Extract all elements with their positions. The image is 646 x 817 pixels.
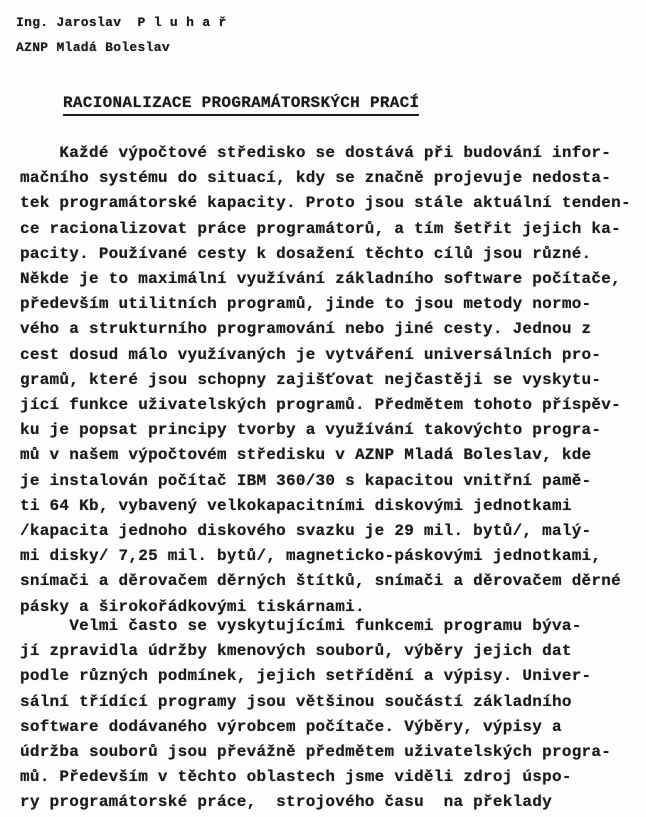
text-line: gramů, které jsou schopny zajišťovat nejčastěji se vyskytu- [20,370,602,389]
text-line: jící funkce uživatelských programů. Předmětem tohoto příspěv- [20,396,621,415]
text-line: sální třídící programy jsou většinou součástí základního [20,692,572,711]
text-line: ti 64 Kb, vybavený velkokapacitními diskovými jednotkami [20,496,572,515]
text-line: především utilitních programů, jinde to jsou metody normo- [20,295,592,314]
text-line: ku je popsat principy tvorby a využívání takovýchto progra- [20,421,602,440]
text-line: jí zpravidla údržby kmenových souborů, výběry jejich dat [20,642,572,661]
document-title: RACIONALIZACE PROGRAMÁTORSKÝCH PRACÍ [63,94,419,116]
author-line: Ing. Jaroslav P l u h a ř [16,15,227,30]
text-line: je instalován počítač IBM 360/30 s kapacitou vnitřní pamě- [20,471,592,490]
text-line: mů. Především v těchto oblastech jsme viděli zdroj úspo- [20,768,572,787]
text-line: ry programátorské práce, strojového času na překlady [20,793,552,812]
text-line: podle různých podmínek, jejich setřídění a výpisy. Univer- [20,667,592,686]
text-line: ce racionalizovat práce programátorů, a tím šetřit jejich ka- [20,219,621,238]
text-line: software dodávaného výrobcem počítače. Výběry, výpisy a [20,717,562,736]
text-line: Někde je to maximální využívání základního software počítače, [20,270,621,289]
text-line: tek programátorské kapacity. Proto jsou stále aktuální tenden- [20,194,631,213]
affiliation-line: AZNP Mladá Boleslav [16,40,170,55]
text-line: snímači a děrovačem děrných štítků, snímači a děrovačem děrné [20,572,621,591]
text-line: /kapacita jednoho diskového svazku je 29 mil. bytů/, malý- [20,522,592,541]
paragraph-2 [20,614,640,816]
text-line: Každé výpočtové středisko se dostává při budování infor- [20,144,612,162]
text-line: mů v našem výpočtovém středisku v AZNP Mladá Boleslav, kde [20,446,592,465]
text-line: mačního systému do situací, kdy se značně projevuje nedosta- [20,169,612,188]
text-line: pacity. Používané cesty k dosažení těchto cílů jsou různé. [20,244,592,263]
text-line: vého a strukturního programování nebo jiné cesty. Jednou z [20,320,592,339]
paragraph-1 [20,141,640,620]
text-line: cest dosud málo využívaných je vytváření universálních pro- [20,345,602,364]
text-line: údržba souborů jsou převážně předmětem uživatelských progra- [20,743,612,762]
text-line: mi disky/ 7,25 mil. bytů/, magneticko-páskovými jednotkami, [20,547,602,566]
document-header [16,10,227,60]
text-line: pásky a širokořádkovými tiskárnami. [20,597,365,616]
text-line: Velmi často se vyskytujícími funkcemi programu býva- [20,617,582,635]
